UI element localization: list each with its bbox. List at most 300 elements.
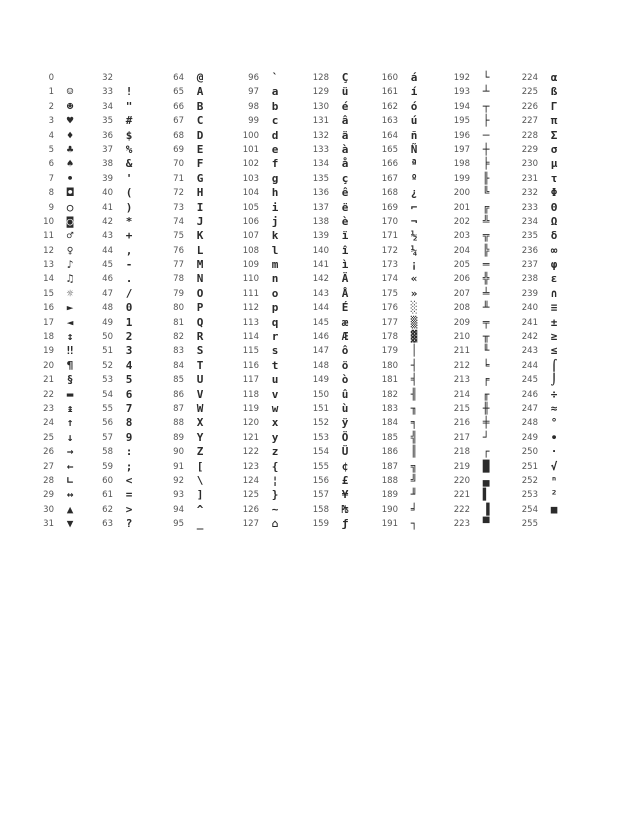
code-entry: [89, 85, 161, 99]
code-number: 239: [521, 288, 538, 299]
code-number: 118: [242, 389, 259, 400]
code-number: 3: [48, 116, 54, 127]
code-entry: [305, 316, 377, 330]
code-number: 99: [248, 116, 259, 127]
code-number: 93: [173, 490, 184, 501]
code-entry: [160, 445, 232, 459]
code-entry: [446, 272, 518, 286]
code-entry: [235, 100, 307, 114]
code-glyph: ≤: [550, 344, 558, 358]
code-entry: [160, 344, 232, 358]
code-number: 147: [312, 346, 329, 357]
code-glyph: ◘: [66, 186, 74, 200]
code-number: 119: [242, 403, 259, 414]
code-number: 58: [102, 447, 113, 458]
code-glyph: º: [410, 171, 418, 185]
code-number: 143: [312, 288, 329, 299]
code-number: 249: [521, 432, 538, 443]
code-number: 185: [381, 432, 398, 443]
code-entry: [374, 359, 446, 373]
code-glyph: f: [271, 157, 279, 171]
code-glyph: │: [410, 344, 418, 358]
code-entry: [374, 431, 446, 445]
code-glyph: l: [271, 243, 279, 257]
code-entry: [446, 517, 518, 531]
code-glyph: ├: [482, 114, 490, 128]
code-entry: [89, 229, 161, 243]
code-number: 162: [381, 101, 398, 112]
code-entry: [446, 503, 518, 517]
code-entry: [446, 373, 518, 387]
code-number: 92: [173, 475, 184, 486]
code-glyph: ►: [66, 301, 74, 315]
code-glyph: ╔: [482, 200, 490, 214]
code-glyph: P: [196, 301, 204, 315]
code-number: 133: [312, 144, 329, 155]
code-number: 113: [242, 317, 259, 328]
code-glyph: ←: [66, 459, 74, 473]
code-entry: [305, 186, 377, 200]
code-entry: [374, 229, 446, 243]
code-glyph: m: [271, 258, 279, 272]
code-glyph: B: [196, 99, 204, 113]
code-entry: [446, 143, 518, 157]
code-number: 176: [381, 303, 398, 314]
code-entry: [160, 474, 232, 488]
code-number: 43: [102, 231, 113, 242]
code-number: 9: [48, 202, 54, 213]
code-entry: [305, 416, 377, 430]
code-glyph: 7: [125, 401, 133, 415]
code-number: 41: [102, 202, 113, 213]
code-number: 33: [102, 87, 113, 98]
code-entry: [374, 71, 446, 85]
code-number: 212: [453, 360, 470, 371]
code-glyph: ○: [66, 200, 74, 214]
code-glyph: .: [125, 272, 133, 286]
code-glyph: ö: [341, 358, 349, 372]
code-entry: [89, 157, 161, 171]
code-entry: [446, 330, 518, 344]
code-glyph: ╩: [482, 214, 490, 228]
code-entry: [374, 460, 446, 474]
code-number: 96: [248, 73, 259, 83]
code-number: 48: [102, 303, 113, 314]
code-entry: [235, 114, 307, 128]
code-number: 180: [381, 360, 398, 371]
code-glyph: á: [410, 71, 418, 84]
code-glyph: ▀: [482, 517, 490, 531]
code-glyph: Σ: [550, 128, 558, 142]
code-number: 20: [43, 360, 54, 371]
code-entry: [235, 85, 307, 99]
code-number: 26: [43, 447, 54, 458]
code-number: 255: [521, 519, 538, 530]
code-entry: [305, 215, 377, 229]
code-glyph: p: [271, 301, 279, 315]
code-entry: [446, 402, 518, 416]
code-entry: [160, 517, 232, 531]
code-entry: [235, 488, 307, 502]
code-entry: [374, 114, 446, 128]
code-number: 253: [521, 490, 538, 501]
code-glyph: è: [341, 214, 349, 228]
code-number: 129: [312, 87, 329, 98]
code-number: 0: [48, 73, 54, 83]
code-number: 10: [43, 216, 54, 227]
code-entry: [160, 330, 232, 344]
code-entry: [305, 373, 377, 387]
code-entry: [374, 244, 446, 258]
code-entry: [514, 100, 586, 114]
code-number: 183: [381, 403, 398, 414]
code-number: 28: [43, 475, 54, 486]
code-entry: [235, 201, 307, 215]
code-number: 172: [381, 245, 398, 256]
code-entry: [374, 416, 446, 430]
code-glyph: ┌: [482, 445, 490, 459]
code-entry: [374, 172, 446, 186]
code-glyph: ╙: [482, 344, 490, 358]
code-glyph: ╘: [482, 358, 490, 372]
code-glyph: √: [550, 459, 558, 473]
code-number: 167: [381, 173, 398, 184]
code-entry: [374, 157, 446, 171]
code-glyph: ß: [550, 85, 558, 99]
code-glyph: _: [196, 517, 204, 531]
code-number: 241: [521, 317, 538, 328]
code-entry: [89, 272, 161, 286]
code-glyph: ░: [410, 301, 418, 315]
code-number: 51: [102, 346, 113, 357]
code-glyph: ▼: [66, 517, 74, 531]
code-glyph: ╛: [410, 502, 418, 516]
code-number: 201: [453, 202, 470, 213]
code-glyph: ¼: [410, 243, 418, 257]
code-entry: [305, 272, 377, 286]
code-number: 114: [242, 332, 259, 343]
code-entry: [160, 71, 232, 85]
code-entry: [235, 287, 307, 301]
code-glyph: ¦: [271, 473, 279, 487]
code-number: 225: [521, 87, 538, 98]
code-glyph: δ: [550, 229, 558, 243]
code-number: 5: [48, 144, 54, 155]
code-number: 27: [43, 461, 54, 472]
code-entry: [514, 388, 586, 402]
code-column-6: [374, 71, 446, 532]
code-number: 59: [102, 461, 113, 472]
code-number: 71: [173, 173, 184, 184]
code-number: 126: [242, 504, 259, 515]
code-entry: [514, 229, 586, 243]
code-glyph: é: [341, 99, 349, 113]
code-glyph: ô: [341, 344, 349, 358]
code-number: 72: [173, 188, 184, 199]
code-glyph: U: [196, 373, 204, 387]
code-glyph: t: [271, 358, 279, 372]
code-entry: [305, 85, 377, 99]
code-entry: [374, 201, 446, 215]
code-entry: [374, 488, 446, 502]
code-number: 13: [43, 260, 54, 271]
code-entry: [160, 359, 232, 373]
code-glyph: φ: [550, 258, 558, 272]
code-glyph: ═: [482, 258, 490, 272]
code-entry: [235, 330, 307, 344]
code-entry: [160, 201, 232, 215]
code-glyph: {: [271, 459, 279, 473]
code-number: 202: [453, 216, 470, 227]
code-number: 250: [521, 447, 538, 458]
code-number: 50: [102, 332, 113, 343]
code-glyph: ª: [410, 157, 418, 171]
code-glyph: [: [196, 459, 204, 473]
code-glyph: █: [482, 459, 490, 473]
code-number: 141: [312, 260, 329, 271]
code-number: 30: [43, 504, 54, 515]
code-glyph: §: [66, 373, 74, 387]
code-glyph: ▓: [410, 330, 418, 344]
code-number: 223: [453, 519, 470, 530]
code-number: 235: [521, 231, 538, 242]
code-number: 190: [381, 504, 398, 515]
code-entry: [305, 71, 377, 85]
code-entry: [160, 287, 232, 301]
code-number: 196: [453, 130, 470, 141]
code-number: 189: [381, 490, 398, 501]
code-number: 109: [242, 260, 259, 271]
code-glyph: ²: [550, 488, 558, 502]
code-number: 29: [43, 490, 54, 501]
code-glyph: ï: [341, 229, 349, 243]
code-entry: [446, 100, 518, 114]
code-glyph: ┴: [482, 85, 490, 99]
code-entry: [514, 114, 586, 128]
code-number: 120: [242, 418, 259, 429]
code-number: 193: [453, 87, 470, 98]
code-entry: [446, 85, 518, 99]
code-number: 16: [43, 303, 54, 314]
code-glyph: x: [271, 416, 279, 430]
code-number: 234: [521, 216, 538, 227]
code-glyph: J: [196, 214, 204, 228]
code-entry: [305, 129, 377, 143]
code-number: 155: [312, 461, 329, 472]
code-number: 98: [248, 101, 259, 112]
code-glyph: ↕: [66, 330, 74, 344]
code-entry: [374, 474, 446, 488]
code-glyph: =: [125, 488, 133, 502]
code-glyph: ╤: [482, 315, 490, 329]
code-entry: [160, 388, 232, 402]
code-number: 186: [381, 447, 398, 458]
code-entry: [446, 258, 518, 272]
code-glyph: D: [196, 128, 204, 142]
code-glyph: ♦: [66, 128, 74, 142]
code-entry: [446, 229, 518, 243]
code-glyph: ‼: [66, 344, 74, 358]
code-glyph: ì: [341, 258, 349, 272]
code-number: 56: [102, 418, 113, 429]
code-entry: [89, 316, 161, 330]
code-entry: [514, 85, 586, 99]
code-number: 244: [521, 360, 538, 371]
code-entry: [235, 157, 307, 171]
code-glyph: `: [271, 71, 279, 84]
code-glyph: ╜: [410, 488, 418, 502]
code-entry: [235, 402, 307, 416]
code-glyph: ε: [550, 272, 558, 286]
code-glyph: ~: [271, 502, 279, 516]
code-entry: [235, 301, 307, 315]
code-entry: [235, 388, 307, 402]
code-number: 95: [173, 519, 184, 530]
code-entry: [89, 517, 161, 531]
code-glyph: A: [196, 85, 204, 99]
code-glyph: ∟: [66, 473, 74, 487]
code-number: 130: [312, 101, 329, 112]
code-entry: [305, 301, 377, 315]
code-glyph: Ç: [341, 71, 349, 84]
code-entry: [235, 359, 307, 373]
code-number: 110: [242, 274, 259, 285]
code-glyph: ä: [341, 128, 349, 142]
code-number: 146: [312, 332, 329, 343]
code-glyph: ⌐: [410, 200, 418, 214]
code-number: 216: [453, 418, 470, 429]
code-entry: [446, 172, 518, 186]
code-glyph: 3: [125, 344, 133, 358]
code-entry: [374, 258, 446, 272]
code-glyph: ╣: [410, 430, 418, 444]
code-glyph: »: [410, 286, 418, 300]
code-entry: [514, 71, 586, 85]
code-number: 252: [521, 475, 538, 486]
code-number: 187: [381, 461, 398, 472]
code-glyph: R: [196, 330, 204, 344]
code-entry: [374, 301, 446, 315]
code-glyph: !: [125, 85, 133, 99]
code-number: 7: [48, 173, 54, 184]
code-entry: [235, 215, 307, 229]
code-entry: [514, 186, 586, 200]
code-glyph: °: [550, 416, 558, 430]
code-number: 63: [102, 519, 113, 530]
code-number: 88: [173, 418, 184, 429]
code-entry: [305, 359, 377, 373]
code-number: 228: [521, 130, 538, 141]
code-entry: [235, 344, 307, 358]
code-glyph: Æ: [341, 330, 349, 344]
code-glyph: n: [271, 272, 279, 286]
code-number: 142: [312, 274, 329, 285]
code-number: 36: [102, 130, 113, 141]
code-glyph: τ: [550, 171, 558, 185]
code-number: 54: [102, 389, 113, 400]
code-glyph: ¿: [410, 186, 418, 200]
code-number: 206: [453, 274, 470, 285]
code-entry: [446, 474, 518, 488]
code-number: 123: [242, 461, 259, 472]
code-glyph: ◙: [66, 214, 74, 228]
code-number: 83: [173, 346, 184, 357]
code-glyph: E: [196, 142, 204, 156]
code-number: 215: [453, 403, 470, 414]
code-entry: [305, 460, 377, 474]
code-number: 177: [381, 317, 398, 328]
code-entry: [446, 129, 518, 143]
code-number: 232: [521, 188, 538, 199]
code-glyph: V: [196, 387, 204, 401]
code-glyph: 8: [125, 416, 133, 430]
code-number: 209: [453, 317, 470, 328]
code-glyph: ': [125, 171, 133, 185]
code-number: 62: [102, 504, 113, 515]
code-number: 17: [43, 317, 54, 328]
code-glyph: C: [196, 114, 204, 128]
code-entry: [160, 316, 232, 330]
code-number: 73: [173, 202, 184, 213]
code-glyph: d: [271, 128, 279, 142]
code-entry: [514, 258, 586, 272]
code-column-5: [305, 71, 377, 532]
code-number: 12: [43, 245, 54, 256]
code-entry: [160, 488, 232, 502]
code-entry: [235, 244, 307, 258]
code-glyph: ☼: [66, 286, 74, 300]
code-entry: [305, 445, 377, 459]
code-number: 137: [312, 202, 329, 213]
code-glyph: ╨: [482, 301, 490, 315]
code-number: 149: [312, 375, 329, 386]
code-glyph: ": [125, 99, 133, 113]
code-entry: [305, 258, 377, 272]
code-number: 6: [48, 159, 54, 170]
code-number: 182: [381, 389, 398, 400]
code-number: 148: [312, 360, 329, 371]
code-number: 173: [381, 260, 398, 271]
code-glyph: v: [271, 387, 279, 401]
code-glyph: £: [341, 473, 349, 487]
code-glyph: ╕: [410, 416, 418, 430]
code-entry: [374, 129, 446, 143]
code-number: 192: [453, 73, 470, 83]
code-glyph: 4: [125, 358, 133, 372]
code-entry: [374, 85, 446, 99]
code-number: 171: [381, 231, 398, 242]
code-glyph: N: [196, 272, 204, 286]
code-entry: [235, 143, 307, 157]
code-glyph: >: [125, 502, 133, 516]
code-glyph: 6: [125, 387, 133, 401]
code-entry: [374, 143, 446, 157]
code-glyph: e: [271, 142, 279, 156]
code-glyph: 2: [125, 330, 133, 344]
code-glyph: b: [271, 99, 279, 113]
code-glyph: →: [66, 445, 74, 459]
code-column-4: [235, 71, 307, 532]
code-glyph: +: [125, 229, 133, 243]
code-entry: [374, 445, 446, 459]
code-entry: [235, 431, 307, 445]
code-glyph: ╪: [482, 416, 490, 430]
code-glyph: ╚: [482, 186, 490, 200]
code-number: 169: [381, 202, 398, 213]
code-entry: [160, 301, 232, 315]
code-glyph: µ: [550, 157, 558, 171]
code-entry: [514, 373, 586, 387]
